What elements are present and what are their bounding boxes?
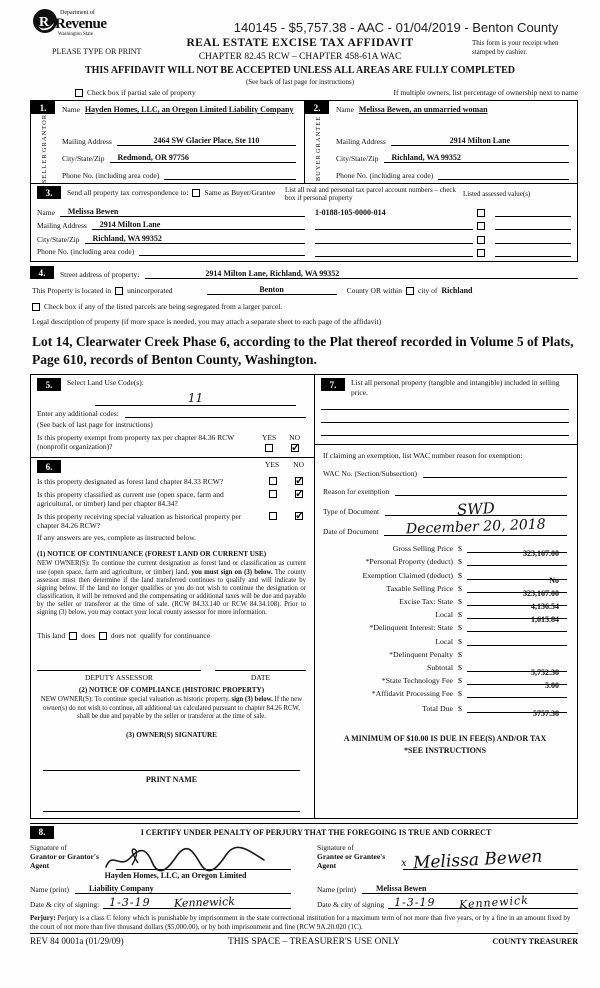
grantee-x-mark: x (401, 857, 407, 869)
parcel-number-4[interactable] (315, 256, 473, 257)
delinquent-penalty-label: *Delinquent Penalty (389, 649, 453, 659)
seller-phone-label: Phone No. (including area code) (62, 171, 160, 181)
logo-revenue: Revenue (55, 15, 107, 32)
dollar-sign: $ (458, 636, 462, 646)
corr-name-label: Name (37, 207, 55, 217)
logo-washington-state: Washington State (58, 32, 94, 37)
parcel-number-2[interactable] (315, 229, 473, 230)
taxable-selling-price-label: Taxable Selling Price (386, 583, 453, 593)
owners-signature-line[interactable] (43, 755, 300, 771)
yes-header-6: YES (264, 460, 280, 470)
dollar-sign: $ (458, 610, 462, 620)
no-header: NO (289, 433, 300, 443)
type-of-document-field[interactable] (385, 499, 567, 520)
buyer-grantee-side-label (305, 114, 332, 183)
grantee-name-print-label: Name (print) (317, 884, 356, 894)
buyer-section (304, 101, 577, 183)
assessed-values-header: Listed assessed value(s) (463, 190, 531, 199)
city-of-label: city of (418, 286, 438, 296)
historical-yes-checkbox[interactable] (269, 512, 277, 520)
reason-field[interactable] (395, 487, 567, 496)
date-of-document-label: Date of Document (323, 527, 379, 537)
seller-mailing-value[interactable]: 2464 SW Glacier Place, Ste 110 (117, 136, 296, 146)
grantee-label: GRANTEE (315, 115, 322, 154)
grantor-agent-label: Grantor or Grantor's Agent (30, 851, 99, 870)
grantee-agent-label: Grantee or Grantee's Agent (317, 851, 386, 870)
dollar-sign: $ (458, 570, 462, 580)
certify-statement: I CERTIFY UNDER PENALTY OF PERJURY THAT THE FOREGOING IS TRUE AND CORRECT (140, 827, 492, 837)
personal-property-line-3[interactable] (321, 425, 569, 436)
legal-description-label: Legal description of property (if more space is needed, you may attach a separate sheet to each page of the affidavit) (32, 317, 382, 327)
land-use-section (31, 375, 314, 458)
grantor-label: GRANTOR (41, 114, 48, 153)
deputy-assessor-signature-line[interactable] (37, 670, 201, 671)
excise-tax-state-field[interactable]: 4,136.54 (467, 596, 567, 606)
street-address-label: Street address of property: (60, 270, 140, 280)
dept-of-revenue-logo (32, 8, 152, 37)
seller-name-value[interactable]: Hayden Homes, LLC, an Oregon Limited Liability Company (84, 105, 294, 114)
seller-phone-value[interactable] (164, 171, 296, 180)
assessed-value-2[interactable] (495, 229, 571, 230)
see-back-note: (See back of last page for instructions) (245, 78, 355, 86)
reason-label: Reason for exemption (323, 487, 390, 497)
land-use-title: Select Land Use Code(s): (67, 378, 144, 388)
exempt-yes-checkbox[interactable] (265, 444, 273, 452)
assessed-value-1[interactable] (495, 216, 571, 217)
dollar-sign: $ (458, 557, 462, 567)
svg-text:R: R (39, 15, 50, 30)
parcel-2-personal-checkbox[interactable] (477, 222, 485, 230)
corr-mailing-label: Mailing Address (37, 221, 87, 231)
property-address-section (30, 262, 578, 368)
current-use-question: Is this property classified as current use (open space, farm and agricultural, or timber) land per chapter 84.34? (37, 490, 224, 509)
chapter-subtitle: CHAPTER 82.45 RCW – CHAPTER 458-61A WAC (198, 52, 402, 62)
form-footer (30, 936, 578, 947)
does-qualify-checkbox[interactable] (69, 632, 77, 640)
forest-no-checkbox[interactable] (295, 477, 303, 485)
dollar-sign: $ (458, 544, 462, 554)
date-of-document-value: December 20, 2018 (405, 516, 546, 538)
subtotal-label: Subtotal (427, 662, 453, 672)
same-as-buyer-checkbox[interactable] (192, 189, 200, 197)
land-use-code-field[interactable] (95, 391, 296, 406)
buyer-mailing-label: Mailing Address (336, 136, 386, 146)
current-use-no-checkbox[interactable] (295, 490, 303, 498)
personal-property-line-1[interactable] (321, 399, 569, 410)
taxable-selling-price-field[interactable]: 323,167.00 (467, 583, 567, 593)
delinquent-interest-local-field[interactable] (467, 636, 567, 646)
notice-compliance-body: NEW OWNER(S): To continue special valuation as historic property, sign (3) below. If the new owner(s) do not wish to continue, all additional tax calculated pursuant to chapter 84.26 RCW, shall be due and payable by the seller or transferor at the time of sale. (40, 696, 303, 720)
current-use-yes-checkbox[interactable] (269, 490, 277, 498)
state-technology-fee-field[interactable]: 5.00 (467, 675, 567, 685)
buyer-phone-value[interactable] (438, 171, 569, 180)
if-yes-note: If any answers are yes, complete as instructed below. (37, 533, 197, 543)
tax-correspondence-section (30, 184, 578, 262)
exemption-claimed-field[interactable]: No (467, 570, 567, 580)
cashier-stamp-line: 140145 - $5,757.38 - AAC - 01/04/2019 - Benton County (233, 20, 559, 35)
county-value[interactable]: Benton (207, 285, 337, 295)
dollar-sign: $ (458, 623, 462, 633)
personal-property-section (315, 375, 577, 445)
seller-grantor-side-label (31, 114, 58, 183)
seller-section (31, 101, 304, 183)
section-4-number: 4. (30, 266, 54, 279)
personal-property-title: List all personal property (tangible and intangible) included in selling price. (351, 378, 560, 397)
dollar-sign: $ (458, 597, 462, 607)
assessed-value-4[interactable] (495, 256, 571, 257)
notice-continuance-body: NEW OWNER(S): To continue the current designation as forest land or classification as current use (open space, farm and agriculture, or timber) land, you must sign on (3) below. The county assessor must then determine if the land transferred continues to qualify and will indicate by signing below. If the land no longer qualifies or you do not wish to continue the designation or classification, it will be removed and the compensating or additional taxes will be due and payable by the seller or transferor at the time of sale. (RCW 84.33.140 or RCW 84.34.108). Prior to signing (3) below, you may contact your local county assessor for more information. (37, 560, 306, 617)
dollar-sign: $ (458, 649, 462, 659)
dollar-sign: $ (458, 689, 462, 699)
type-of-document-label: Type of Document (323, 507, 380, 517)
seller-name-label: Name (62, 105, 80, 114)
section-3-number: 3. (37, 186, 61, 199)
excise-tax-local-label: Local (435, 610, 453, 620)
grantor-signature-scrawl (102, 845, 270, 873)
section-6-number: 6. (37, 460, 61, 473)
assessed-value-3[interactable] (495, 243, 571, 244)
minimum-fee-note: A MINIMUM OF $10.00 IS DUE IN FEE(S) AND/OR TAX (343, 734, 547, 744)
grantee-signature-script: Melissa Bewen (412, 846, 543, 874)
grantor-date-city-label: Date & city of signing: (30, 899, 100, 909)
grantor-signature-line[interactable] (116, 850, 291, 870)
signature-of-label: Signature of (30, 842, 67, 852)
total-due-field[interactable]: 5757.38 (467, 703, 567, 713)
perjury-notice (30, 914, 578, 935)
parcel-3-personal-checkbox[interactable] (477, 236, 485, 244)
grantor-signature-block (30, 843, 291, 909)
dollar-sign: $ (458, 662, 462, 672)
classification-section (31, 458, 314, 818)
gross-selling-price-field[interactable]: 323,167.00 (467, 543, 567, 553)
buyer-label: BUYER (315, 154, 322, 182)
forest-yes-checkbox[interactable] (269, 477, 277, 485)
city-checkbox[interactable] (406, 287, 414, 295)
section-2-number: 2. (305, 101, 329, 114)
see-instructions-note: *SEE INSTRUCTIONS (403, 746, 487, 756)
street-address-value[interactable]: 2914 Milton Lane, Richland, WA 99352 (145, 269, 578, 279)
financial-block (315, 536, 577, 757)
corr-phone-value[interactable] (139, 247, 305, 256)
delinquent-interest-state-label: *Delinquent Interest: State (369, 623, 453, 633)
form-revision-number: REV 84 0001a (01/29/09) (30, 936, 124, 947)
same-as-buyer-label: Same as Buyer/Grantee (204, 188, 276, 198)
exemption-claimed-label: Exemption Claimed (deduct) (362, 570, 453, 580)
buyer-csz-label: City/State/Zip (336, 154, 379, 164)
receipt-note: This form is your receipt when stamped by cashier. (472, 39, 559, 56)
type-of-document-value: SWD (456, 499, 496, 520)
grantor-company-line: Hayden Homes, LLC, an Oregon Limited (104, 870, 247, 880)
city-value[interactable]: Richland (441, 286, 473, 296)
exempt-no-checkbox[interactable] (291, 444, 299, 452)
corr-phone-label: Phone No. (including area code) (37, 247, 135, 257)
grantee-signature-block (317, 842, 578, 912)
certification-section (30, 823, 578, 912)
personal-property-deduct-label: *Personal Property (deduct) (365, 557, 453, 567)
deputy-date-line[interactable] (215, 670, 306, 671)
additional-codes-label: Enter any additional codes: (37, 409, 119, 419)
print-name-line[interactable] (43, 800, 300, 812)
main-detail-box (30, 374, 578, 819)
subtotal-field[interactable]: 5,752.38 (467, 662, 567, 672)
print-name-label: PRINT NAME (145, 774, 198, 784)
parcel-4-personal-checkbox[interactable] (477, 249, 485, 257)
buyer-csz-value[interactable]: Richland, WA 99352 (384, 153, 570, 163)
owners-signature-label: (3) OWNER(S) SIGNATURE (126, 730, 217, 739)
seller-csz-label: City/State/Zip (62, 154, 105, 164)
partial-sale-checkbox[interactable] (75, 89, 83, 97)
deputy-assessor-label: DEPUTY ASSESSOR (85, 673, 153, 683)
signature-of-label: Signature of (317, 842, 354, 852)
treasurer-use-only-label: THIS SPACE – TREASURER'S USE ONLY (227, 937, 401, 948)
grantee-date-city-label: Date & city of signing (317, 899, 385, 909)
state-technology-fee-label: *State Technology Fee (381, 676, 453, 686)
corr-csz-value[interactable]: Richland, WA 99352 (85, 234, 306, 244)
parties-box (30, 100, 578, 184)
grantee-city-value: Kennewick (459, 893, 530, 912)
excise-tax-state-label: Excise Tax: State (399, 597, 453, 607)
this-land-label: This land (37, 631, 66, 641)
legal-description-value[interactable]: Lot 14, Clearwater Creek Phase 6, according to the Plat thereof recorded in Volume 5 of Plats, Page 610, records of Benton County, Washington. (32, 334, 574, 367)
warning-line: THIS AFFIDAVIT WILL NOT BE ACCEPTED UNLESS ALL AREAS ARE FULLY COMPLETED (84, 65, 516, 76)
dollar-sign: $ (458, 676, 462, 686)
forest-land-question: Is this property designated as forest land chapter 84.33 RCW? (37, 477, 224, 487)
deputy-date-label: DATE (250, 673, 271, 683)
unincorporated-checkbox[interactable] (115, 287, 123, 295)
grantor-name-print-label: Name (print) (30, 884, 69, 894)
buyer-phone-label: Phone No. (including area code) (336, 171, 434, 181)
seller-mailing-label: Mailing Address (62, 136, 112, 146)
buyer-name-value[interactable]: Melissa Bewen, an unmarried woman (358, 105, 488, 114)
county-treasurer-label: COUNTY TREASURER (492, 937, 578, 947)
does-not-label: does not (110, 631, 137, 641)
historical-no-checkbox[interactable] (295, 512, 303, 520)
seller-csz-value[interactable]: Redmond, OR 97756 (110, 153, 297, 163)
does-label: does (81, 631, 95, 641)
notice-compliance-title: (2) NOTICE OF COMPLIANCE (HISTORIC PROPERTY) (78, 686, 265, 695)
section-8-number: 8. (30, 826, 54, 839)
wac-field[interactable] (423, 469, 567, 478)
delinquent-penalty-field[interactable] (467, 649, 567, 659)
grantor-city-value: Kennewick (174, 894, 236, 910)
grantee-date-value: 1-3-19 (394, 895, 436, 909)
form-title: REAL ESTATE EXCISE TAX AFFIDAVIT (186, 37, 414, 49)
dollar-sign: $ (458, 583, 462, 593)
perjury-label: Perjury: (30, 913, 56, 922)
corr-name-value[interactable]: Melissa Bewen (60, 207, 305, 217)
wac-label: WAC No. (Section/Subsection) (323, 469, 417, 479)
parcel-number-3[interactable] (315, 243, 473, 244)
segregated-label: Check box if any of the listed parcels are being segregated from a larger parcel. (44, 302, 283, 312)
grantee-signature-line[interactable] (401, 846, 578, 874)
partial-sale-label: Check box if partial sale of property (87, 88, 196, 97)
notice-continuance-title: (1) NOTICE OF CONTINUANCE (FOREST LAND OR CURRENT USE) (37, 550, 267, 559)
qualify-label: qualify for continuance (140, 631, 211, 641)
date-of-document-field[interactable] (384, 516, 567, 538)
multiple-owners-note: If multiple owners, list percentage of ownership next to name (393, 88, 578, 97)
additional-codes-field[interactable] (125, 409, 306, 418)
corr-csz-label: City/State/Zip (37, 234, 80, 244)
grantee-date-city-field[interactable] (388, 893, 578, 912)
total-due-label: Total Due (422, 704, 453, 714)
unincorporated-label: unincorporated (127, 286, 173, 296)
gross-selling-price-label: Gross Selling Price (392, 544, 453, 554)
delinquent-interest-local-label: Local (435, 636, 453, 646)
grantor-date-value: 1-3-19 (109, 895, 151, 909)
delinquent-interest-state-field[interactable] (467, 622, 567, 632)
exempt-question: Is this property exempt from property tax per chapter 84.36 RCW (nonprofit organization)? (37, 433, 235, 452)
historical-question: Is this property receiving special valuation as historical property per chapter 84.26 RCW? (37, 512, 242, 531)
located-in-label: This Property is located in (32, 286, 112, 296)
section-5-number: 5. (37, 378, 61, 391)
dollar-sign: $ (458, 704, 462, 714)
affidavit-processing-fee-field[interactable] (467, 688, 567, 698)
parcel-1-personal-checkbox[interactable] (477, 209, 485, 217)
see-back-instructions: (See back of last page for instructions) (37, 420, 153, 430)
parcel-numbers-header: List all real and personal tax parcel account numbers – check box if personal property (285, 186, 457, 203)
seller-label: SELLER (41, 153, 48, 184)
excise-tax-local-field[interactable]: 1,615.84 (467, 609, 567, 619)
grantee-name-print-value[interactable]: Melissa Bewen (362, 884, 578, 894)
perjury-text: Perjury is a class C felony which is punishable by imprisonment in the state correctional institution for a maximum term of not more than five years, or by a fine in an amount fixed by the court of not more than five thousand dollars ($5,000.00), or by both imprisonment and fine (RCW 9A.20.020 (1C). (30, 913, 571, 931)
parcel-number-1[interactable]: 1-0188-105-0000-014 (315, 207, 386, 217)
personal-property-line-2[interactable] (321, 412, 569, 423)
section-1-number: 1. (31, 101, 55, 114)
exemption-block (315, 445, 577, 536)
does-not-qualify-checkbox[interactable] (99, 632, 107, 640)
grantor-date-city-field[interactable] (103, 896, 291, 909)
no-header-6: NO (293, 460, 304, 470)
county-or-within-label: County OR within (346, 286, 402, 296)
claiming-exemption-label: If claiming an exemption, list WAC number reason for exemption: (323, 451, 523, 461)
personal-property-deduct-field[interactable] (467, 556, 567, 566)
please-type-label: PLEASE TYPE OR PRINT (52, 47, 142, 56)
section-7-number: 7. (321, 378, 345, 391)
segregated-checkbox[interactable] (32, 303, 40, 311)
logo-department-of: Department of (60, 9, 95, 16)
land-use-code-value: 11 (187, 391, 204, 406)
grantor-name-print-value[interactable]: Liability Company (75, 884, 291, 894)
buyer-mailing-value[interactable]: 2914 Milton Lane (391, 136, 569, 146)
corr-mailing-value[interactable]: 2914 Milton Lane (92, 220, 305, 230)
send-correspondence-label: Send all property tax correspondence to: (67, 188, 189, 198)
yes-header: YES (261, 433, 277, 443)
buyer-name-label: Name (336, 105, 354, 114)
affidavit-processing-fee-label: *Affidavit Processing Fee (371, 689, 453, 699)
